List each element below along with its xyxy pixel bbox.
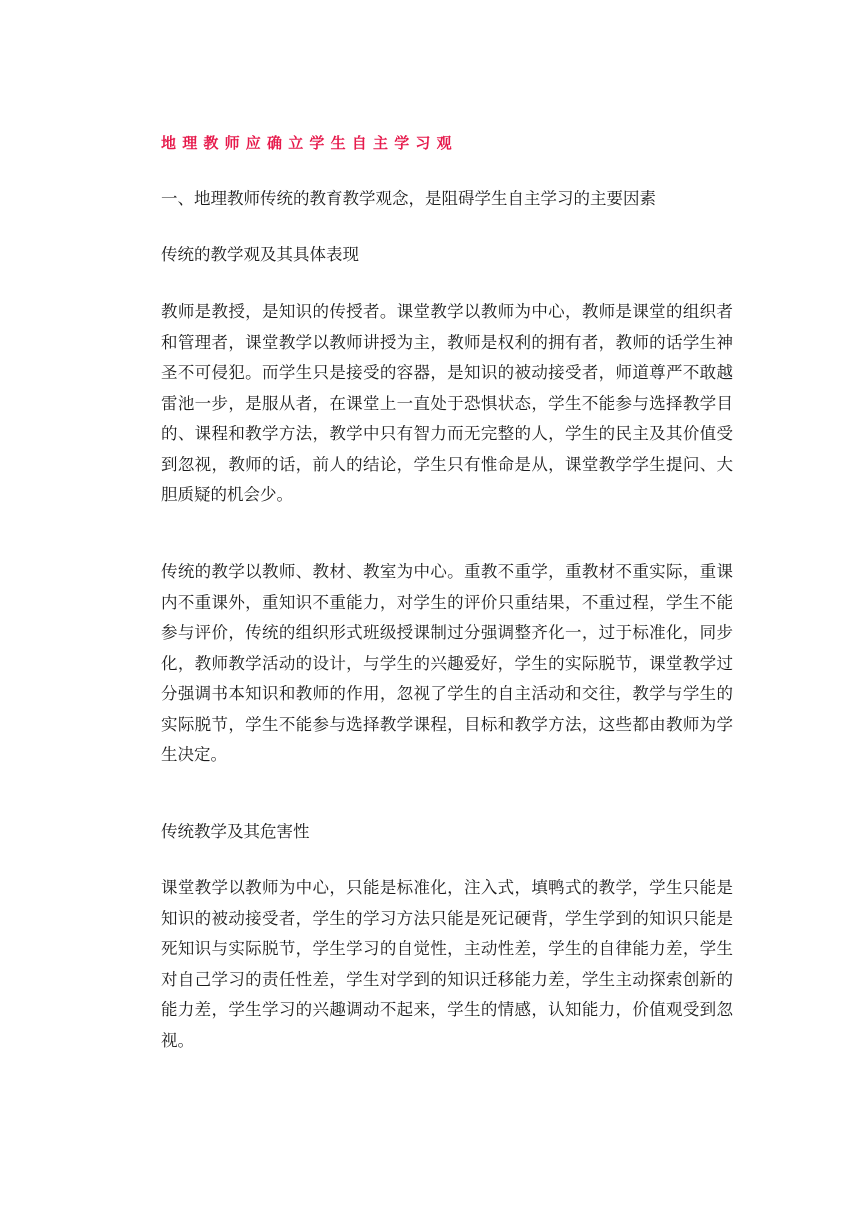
paragraph-harm-details: 课堂教学以教师为中心，只能是标准化，注入式，填鸭式的教学，学生只能是知识的被动接受者，学生的学习方法只能是死记硬背，学生学到的知识只能是死知识与实际脱节，学生学习的自觉性，主动性差，学生的自律能力差，学生对自己学习的责任性差，学生对学到的知识迁移能力差，学生主动探索创新的能力差，学生学习的兴趣调动不起来，学生的情感，认知能力，价值观受到忽视。 — [161, 878, 733, 1050]
subheading-traditional-teaching-view: 传统的教学观及其具体表现 — [161, 245, 359, 264]
paragraph-teacher-centered-teaching: 传统的教学以教师、教材、教室为中心。重教不重学，重教材不重实际，重课内不重课外，重知识不重能力，对学生的评价只重结果，不重过程，学生不能参与评价，传统的组织形式班级授课制过分强调整齐化一，过于标准化，同步化，教师教学活动的设计，与学生的兴趣爱好，学生的实际脱节，课堂教学过分强调书本知识和教师的作用，忽视了学生的自主活动和交往，教学与学生的实际脱节，学生不能参与选择教学课程，目标和教学方法，这些都由教师为学生决定。 — [161, 562, 733, 764]
paragraph-teacher-role: 教师是教授，是知识的传授者。课堂教学以教师为中心，教师是课堂的组织者和管理者，课堂教学以教师讲授为主，教师是权利的拥有者，教师的话学生神圣不可侵犯。而学生只是接受的容器，是知识的被动接受者，师道尊严不敢越雷池一步，是服从者，在课堂上一直处于恐惧状态，学生不能参与选择教学目的、课程和教学方法，教学中只有智力而无完整的人，学生的民主及其价值受到忽视，教师的话，前人的结论，学生只有惟命是从，课堂教学学生提问、大胆质疑的机会少。 — [161, 302, 733, 504]
section-heading: 一、地理教师传统的教育教学观念，是阻碍学生自主学习的主要因素 — [161, 189, 656, 208]
subheading-traditional-teaching-harm: 传统教学及其危害性 — [161, 822, 310, 841]
document-title: 地理教师应确立学生自主学习观 — [161, 134, 458, 152]
